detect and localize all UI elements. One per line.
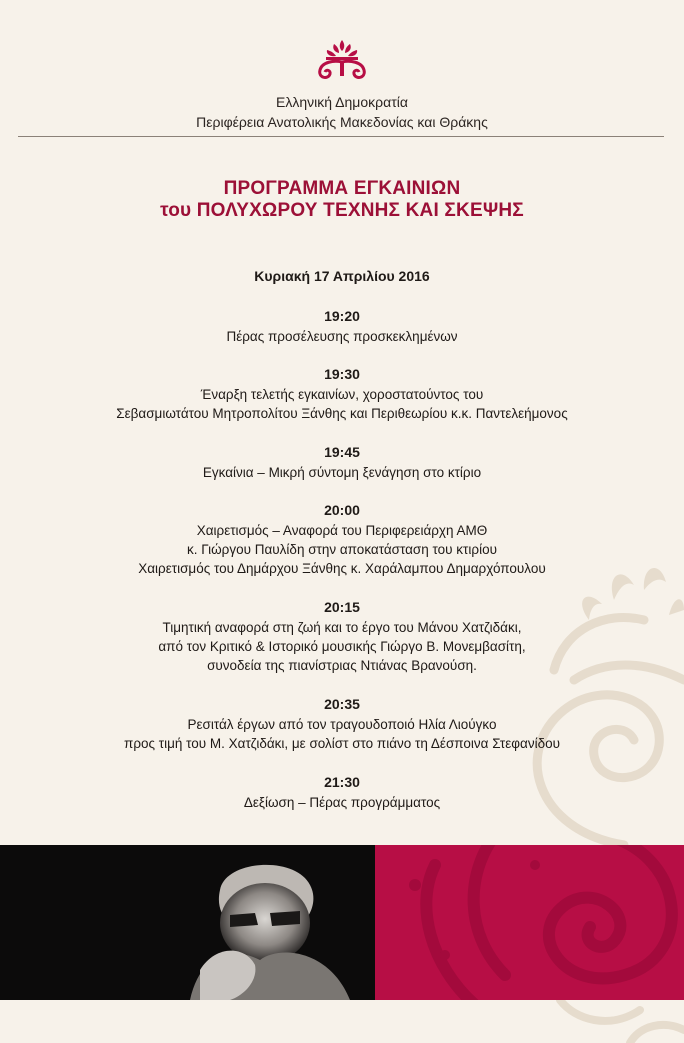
program-text: Τιμητική αναφορά στη ζωή και το έργο του Μάνου Χατζιδάκι, [162,620,522,635]
program-item [0,501,684,578]
page-subtitle: του ΠΟΛΥΧΩΡΟΥ ΤΕΧΝΗΣ ΚΑΙ ΣΚΕΨΗΣ [160,200,524,221]
program-text: κ. Γιώργου Παυλίδη στην αποκατάσταση του κτιρίου [187,542,497,557]
region-emblem-icon [312,38,372,82]
bottom-decoration [0,1000,684,1043]
program-item [0,598,684,675]
program-text: από τον Κριτικό & Ιστορικό μουσικής Γιώργο Β. Μονεμβασίτη, [158,639,526,654]
program-text: Πέρας προσέλευσης προσκεκλημένων [226,329,458,344]
program-text: προς τιμή του Μ. Χατζιδάκι, με σολίστ στο πιάνο τη Δέσποινα Στεφανίδου [124,736,560,751]
program-time: 20:15 [324,599,360,615]
program-text: Ρεσιτάλ έργων από τον τραγουδοποιό Ηλία Λιούγκο [187,717,497,732]
portrait-photo [160,845,375,1000]
program-item [0,365,684,423]
footer-band [0,845,684,1000]
page-title: ΠΡΟΓΡΑΜΜΑ ΕΓΚΑΙΝΙΩΝ [223,178,461,199]
footer-black-panel [0,845,375,1000]
spiral-decoration-icon [0,1000,684,1043]
program-text: Εγκαίνια – Μικρή σύντομη ξενάγηση στο κτίριο [202,465,482,480]
program-item [0,695,684,753]
program-item [0,443,684,482]
program-text: Δεξίωση – Πέρας προγράμματος [243,795,441,810]
program-text: Χαιρετισμός του Δημάρχου Ξάνθης κ. Χαράλαμπου Δημαρχόπουλου [138,561,546,576]
program-text: συνοδεία της πιανίστριας Ντιάνας Βρανούση. [207,658,477,673]
program-time: 21:30 [324,774,360,790]
program-time: 19:20 [324,308,360,324]
header-region: Περιφέρεια Ανατολικής Μακεδονίας και Θράκης [196,114,488,130]
program-time: 19:30 [324,366,360,382]
footer-red-panel [375,845,684,1000]
header-divider [18,136,664,137]
spiral-pattern-icon [375,845,684,1000]
program-time: 20:00 [324,502,360,518]
program-text: Χαιρετισμός – Αναφορά του Περιφερειάρχη ΑΜΘ [196,523,488,538]
event-date: Κυριακή 17 Απριλίου 2016 [254,268,430,284]
program-item [0,307,684,346]
program-time: 20:35 [324,696,360,712]
program-text: Σεβασμιωτάτου Μητροπολίτου Ξάνθης και Περιθεωρίου κ.κ. Παντελεήμονος [116,406,568,421]
header-country: Ελληνική Δημοκρατία [276,94,408,110]
program-text: Έναρξη τελετής εγκαινίων, χοροστατούντος του [200,387,484,402]
program-item [0,773,684,812]
program-time: 19:45 [324,444,360,460]
